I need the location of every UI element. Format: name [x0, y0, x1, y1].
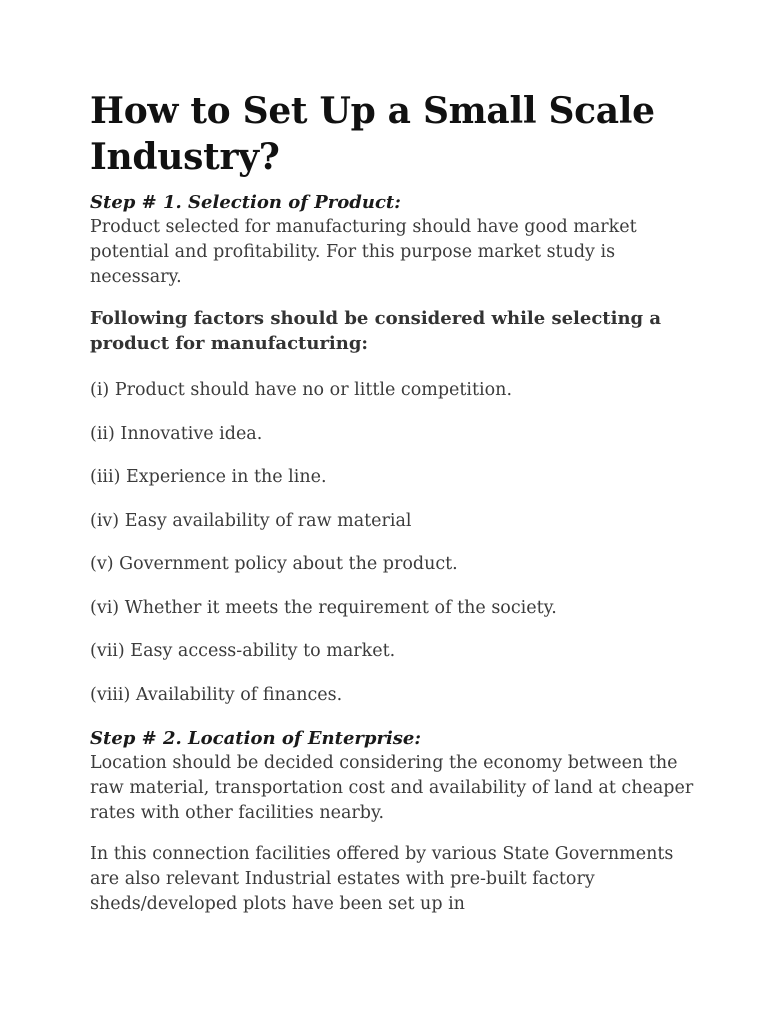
step-2-body-continued: In this connection facilities offered by various State Governments are also relevant Industrial estates with pre-built factory sheds/developed plots have been set up in	[90, 844, 674, 914]
factor-item: (v) Government policy about the product.	[90, 554, 458, 574]
factor-item: (viii) Availability of finances.	[90, 684, 343, 705]
factors-heading: Following factors should be considered while selecting a product for manufacturing:	[90, 308, 662, 354]
step-2-heading: Step # 2. Location of Enterprise:	[90, 728, 422, 749]
factor-item: (vii) Easy access-ability to market.	[90, 641, 396, 661]
factor-item: (i) Product should have no or little competition.	[90, 380, 513, 400]
factor-item: (iv) Easy availability of raw material	[90, 510, 412, 531]
step-1-heading: Step # 1. Selection of Product:	[90, 192, 401, 213]
page-title: How to Set Up a Small Scale Industry?	[90, 90, 655, 178]
step-1-body: Product selected for manufacturing should have good market potential and profitability. For this purpose market study is necessary.	[90, 217, 637, 287]
factor-list	[90, 378, 708, 708]
step-2-body: Location should be decided considering the economy between the raw material, transportation cost and availability of land at cheaper rates with other facilities nearby.	[90, 753, 694, 823]
factor-item: (vi) Whether it meets the requirement of the society.	[90, 597, 557, 618]
factor-item: (ii) Innovative idea.	[90, 423, 263, 444]
factor-item: (iii) Experience in the line.	[90, 467, 327, 487]
